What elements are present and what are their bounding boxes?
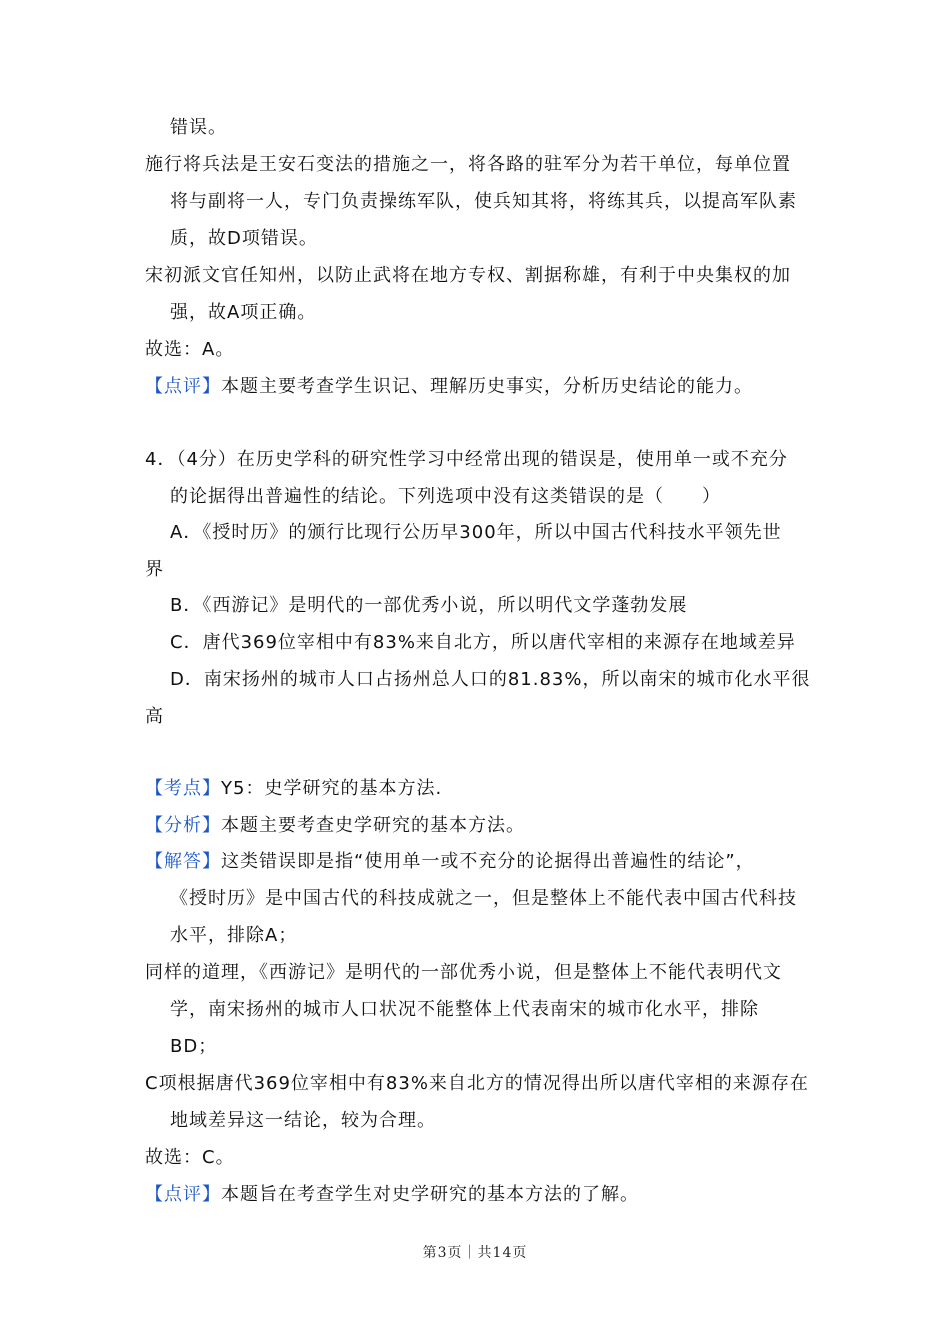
text-line: 水平，排除A； (170, 925, 298, 946)
fenxi-line (145, 814, 525, 838)
text-line: 施行将兵法是王安石变法的措施之一，将各路的驻军分为若干单位，每单位置 (145, 154, 791, 175)
jieda-text: 这类错误即是指“使用单一或不充分的论据得出普遍性的结论”， (221, 851, 755, 872)
option-c: C．唐代369位宰相中有83%来自北方，所以唐代宰相的来源存在地域差异 (170, 632, 796, 653)
question-stem: 的论据得出普遍性的结论。下列选项中没有这类错误的是（ ） (170, 486, 721, 507)
option-d-wrap: 高 (145, 706, 164, 727)
text-line: 学，南宋扬州的城市人口状况不能整体上代表南宋的城市化水平，排除 (170, 999, 759, 1020)
kaodian-line (145, 777, 442, 801)
comment-line (145, 1183, 639, 1207)
answer-line: 故选：C。 (145, 1147, 235, 1168)
comment-line (145, 375, 753, 399)
text-line: 将与副将一人，专门负责操练军队，使兵知其将，将练其兵，以提高军队素 (170, 191, 797, 212)
comment-text: 本题旨在考查学生对史学研究的基本方法的了解。 (221, 1184, 639, 1205)
fenxi-tag: 【分析】 (145, 815, 221, 836)
comment-text: 本题主要考查学生识记、理解历史事实，分析历史结论的能力。 (221, 376, 753, 397)
text-line: 《授时历》是中国古代的科技成就之一，但是整体上不能代表中国古代科技 (170, 888, 797, 909)
question-stem: 4．（4分）在历史学科的研究性学习中经常出现的错误是，使用单一或不充分 (145, 449, 788, 470)
text-line: 强，故A项正确。 (170, 302, 317, 323)
text-line: 质，故D项错误。 (170, 228, 318, 249)
option-a-wrap: 界 (145, 559, 164, 580)
option-a: A．《授时历》的颁行比现行公历早300年，所以中国古代科技水平领先世 (170, 522, 782, 543)
jieda-tag: 【解答】 (145, 851, 221, 872)
jieda-line (145, 850, 755, 874)
fenxi-text: 本题主要考查史学研究的基本方法。 (221, 815, 525, 836)
kaodian-text: Y5：史学研究的基本方法. (221, 778, 443, 799)
comment-tag: 【点评】 (145, 376, 221, 397)
text-line: 同样的道理，《西游记》是明代的一部优秀小说，但是整体上不能代表明代文 (145, 962, 782, 983)
page-footer: 第3页｜共14页 (422, 1245, 528, 1261)
text-line: 宋初派文官任知州，以防止武将在地方专权、割据称雄，有利于中央集权的加 (145, 265, 791, 286)
option-d: D．南宋扬州的城市人口占扬州总人口的81.83%，所以南宋的城市化水平很 (170, 669, 811, 690)
text-line: BD； (170, 1036, 218, 1057)
option-b: B．《西游记》是明代的一部优秀小说，所以明代文学蓬勃发展 (170, 595, 688, 616)
text-line: 错误。 (170, 117, 227, 138)
text-line: C项根据唐代369位宰相中有83%来自北方的情况得出所以唐代宰相的来源存在 (145, 1073, 809, 1094)
answer-line: 故选：A。 (145, 339, 235, 360)
comment-tag: 【点评】 (145, 1184, 221, 1205)
kaodian-tag: 【考点】 (145, 778, 221, 799)
text-line: 地域差异这一结论，较为合理。 (170, 1110, 436, 1131)
